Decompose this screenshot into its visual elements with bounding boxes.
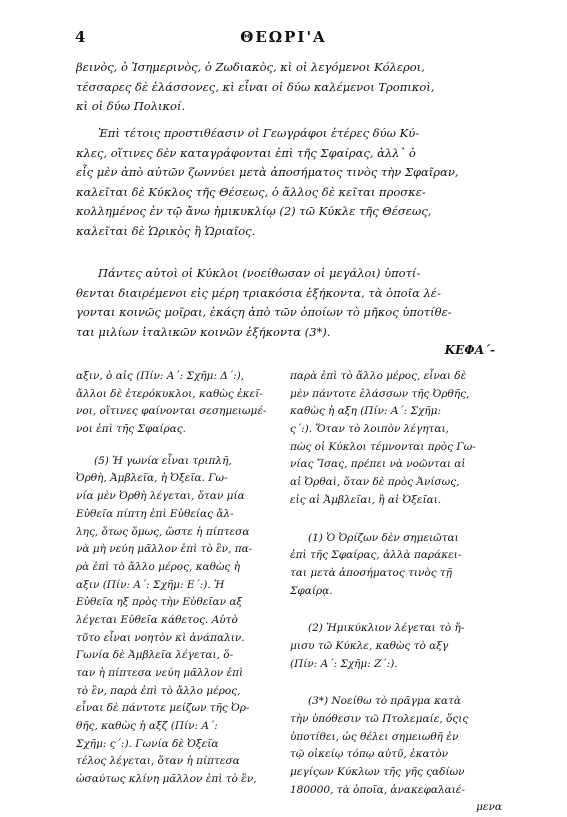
footnote-line: (3*) Νοείθω τὸ πρᾶγμα κατὰ <box>308 695 461 708</box>
footnote-line: νοι, οἵτινες φαίνονται σεσημειωμέ- <box>76 405 267 418</box>
footnote-line: 180000, τὰ ὁποῖα, ἀνακεφαλαιέ- <box>290 783 465 796</box>
paragraph-3 <box>76 264 496 342</box>
footnote-line: Γωνία δὲ Ἀμβλεῖα λέγεται, ὅ- <box>76 649 234 662</box>
page-number: 4 <box>75 28 86 46</box>
footnote-line: Σχῆμ: ς΄:). Γωνία δὲ Ὀξεῖα <box>76 737 219 750</box>
footnote-line: πὼς οἱ Κύκλοι τέμνονται πρὸς Γω- <box>290 440 476 453</box>
footnote-line: Ὀρθὴ, Ἀμβλεῖα, ἡ Ὀξεῖα. Γω- <box>76 472 228 485</box>
footnote-line: αξιν, ὁ αἰς (Πίν: Α΄: Σχῆμ: Δ΄:), <box>76 370 245 382</box>
text-line: Ἐπὶ τέτοις προστιθέασιν οἱ Γεωγράφοι ἑτέρες δύω Κύ- <box>98 126 420 140</box>
text-line: εἷς μὲν ἀπὸ αὐτῶν ζωννύει μετὰ ἀποσήματος τινὸς τὴν Σφαῖραν, <box>76 165 459 179</box>
footnote-line: τὴν ὑπόθεσιν τῶ Πτολεμαίε, ὅςις <box>290 713 469 725</box>
footnote-line: ς΄:). Ὅταν τὸ λοιπὸν λέγηται, <box>290 423 449 436</box>
footnote-line: καθὼς ἡ αξη (Πίν: Α΄: Σχῆμ: <box>290 405 441 418</box>
footnote-line: τῦτο εἶναι νοητὸν κὶ ἀνάπαλιν. <box>76 631 245 644</box>
footnotes-right-column <box>290 368 502 817</box>
text-line: θενται διαιρέμενοι εἰς μέρη τριακόσια ἑξήκοντα, τὰ ὁποῖα λέ- <box>76 285 441 300</box>
paragraph-1 <box>76 58 496 117</box>
footnote-line: ρὰ ἐπὶ τὸ ἄλλο μέρος, καθὼς ἡ <box>76 560 240 573</box>
text-line: καλεῖται δὲ Κύκλος τῆς Θέσεως, ὁ ἄλλος δὲ κεῖται προσκε- <box>76 184 426 199</box>
footnote-line: τῷ οἰκείῳ τόπῳ αὐτῦ, ἑκατὸν <box>290 748 449 761</box>
text-line: ται μιλίων ἰταλικῶν κοινῶν ἑξήκοντα (3*). <box>76 324 331 339</box>
text-line: τέσσαρες δὲ ἐλάσσονες, κὶ εἶναι οἱ δύω καλέμενοι Τροπικοὶ, <box>76 79 435 94</box>
footnote-line: Σφαίρᾳ. <box>290 584 333 597</box>
footnote-line: (Πίν: Α΄: Σχῆμ: Ζ΄:). <box>290 657 398 670</box>
footnote-line: παρὰ ἐπὶ τὸ ἄλλο μέρος, εἶναι δὲ <box>290 370 467 382</box>
footnote-line: (5) Ἡ γωνία εἶναι τριπλῆ, <box>94 454 232 467</box>
text-line: κολλημένος ἐν τῷ ἄνω ἡμικυκλίῳ (2) τῶ Κύκλε τῆς Θέσεως, <box>76 204 432 218</box>
page-header <box>0 28 567 52</box>
footnote-line: τέλος λέγεται, ὅταν ἡ πίπτεσα <box>76 755 240 768</box>
text-line: κλες, οἵτινες δὲν καταγράφονται ἐπὶ τῆς Σφαίρας, ἀλλ᾿ ὁ <box>76 145 416 160</box>
footnotes-left-column <box>76 368 286 789</box>
footnote-line: ὡσαύτως κλίνη μᾶλλον ἐπὶ τὸ ἓν, <box>76 773 257 786</box>
footnote-line: Εὐθεῖα πίπτη ἐπὶ Εὐθείας ἄλ- <box>76 507 234 520</box>
running-title: ΘΕΩΡΙ'Α <box>240 28 327 46</box>
footnote-line: εἶναι δὲ πάντοτε μείζων τῆς Ὀρ- <box>76 702 250 715</box>
footnote-line: εἰς αἱ Ἀμβλεῖαι, ἢ αἱ Ὀξεῖαι. <box>290 493 442 506</box>
footnote-line: νὰ μὴ νεύη μᾶλλον ἐπὶ τὸ ἓν, πα- <box>76 543 253 556</box>
text-line: γονται κοινῶς μοῖραι, ἑκάςη ἀπὸ τῶν ὁποίων τὸ μῆκος ὑποτίθε- <box>76 305 452 319</box>
paragraph-2 <box>76 124 496 241</box>
footnote-line: νία μὲν Ὀρθὴ λέγεται, ὅταν μία <box>76 490 245 503</box>
text-line: κὶ οἱ δύω Πολικοί. <box>76 99 186 113</box>
footnote-line: ὑποτίθει, ὡς θέλει σημειωθῆ ἐν <box>290 730 459 743</box>
footnote-line: λης, ὅτως ὅμως, ὥστε ἡ πίπτεσα <box>76 525 250 538</box>
footnote-line: (2) Ἡμικύκλιον λέγεται τὸ ἥ- <box>308 622 465 635</box>
footnote-line: μισυ τῶ Κύκλε, καθὼς τὸ αξγ <box>290 639 449 652</box>
footnote-line: ταν ἡ πίπτεσα νεύη μᾶλλον ἐπὶ <box>76 667 244 679</box>
footnote-line: θῆς, καθὼς ἡ αξζ (Πίν: Α΄: <box>76 720 218 733</box>
footnote-line: (1) Ὁ Ὀρίζων δὲν σημειῶται <box>308 531 459 544</box>
footnote-line: αξιν (Πίν: Α΄: Σχῆμ: Ε΄:). Ἡ <box>76 578 225 591</box>
footnote-line: νίας Ἴσας, πρέπει νὰ νοῶνται αἱ <box>290 458 466 471</box>
footnote-line: ται μετὰ ἀποσήματος τινὸς τῇ <box>290 566 453 579</box>
footnote-line: μεγίςων Κύκλων τῆς γῆς ςαδίων <box>290 766 465 779</box>
footnote-line: Εὐθεῖα ηξ πρὸς τὴν Εὐθεῖαν αξ <box>76 596 243 609</box>
footnote-line: νοι ἐπὶ τῆς Σφαίρας. <box>76 423 186 436</box>
footnote-line: λέγεται Εὐθεῖα κάθετος. Αὐτὸ <box>76 613 238 626</box>
footnote-line: ἐπὶ τῆς Σφαίρας, ἀλλὰ παράκει- <box>290 549 462 562</box>
footnote-line: ἄλλοι δὲ ἑτερόκυκλοι, καθὼς ἐκεῖ- <box>76 387 263 400</box>
catchword: ΚΕΦΑ΄- <box>444 343 495 357</box>
footnote-line: μενα <box>476 801 502 814</box>
footnote-line: τὸ ἓν, παρὰ ἐπὶ τὸ ἄλλο μέρος, <box>76 684 241 697</box>
text-line: καλεῖται δὲ Ὡρικὸς ἢ Ὡριαῖος. <box>76 223 256 238</box>
footnote-line: μὲν πάντοτε ἐλάσσων τῆς Ὀρθῆς, <box>290 387 470 400</box>
text-line: βεινὸς, ὁ Ἰσημερινὸς, ὁ Ζωδιακὸς, κὶ οἱ λεγόμενοι Κόλεροι, <box>76 60 425 74</box>
text-line: Πάντες αὐτοὶ οἱ Κύκλοι (νοείθωσαν οἱ μεγάλοι) ὑποτί- <box>98 266 421 280</box>
footnote-line: αἱ Ὀρθαὶ, ὅταν δὲ πρὸς Ἀνίσως, <box>290 476 460 489</box>
